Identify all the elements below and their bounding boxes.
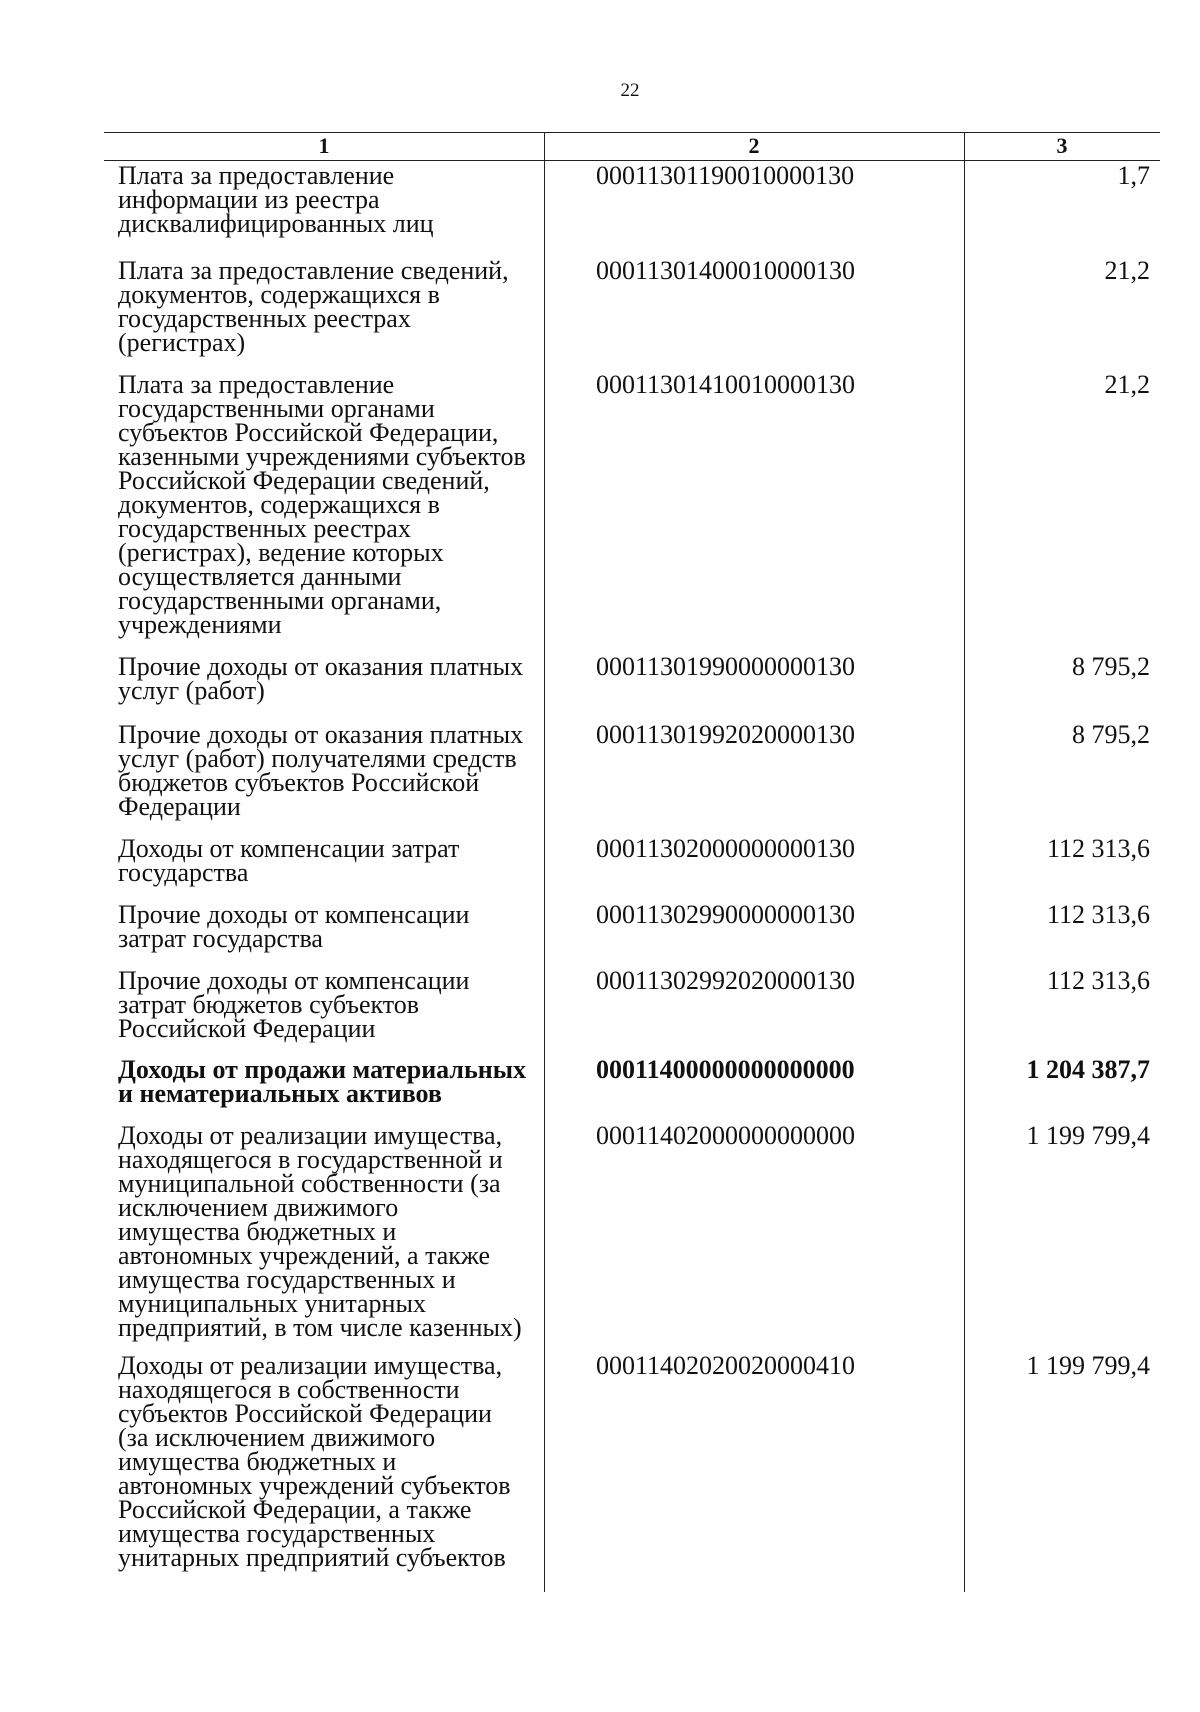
row-code: 00011301410010000130 xyxy=(596,370,856,399)
row-code: 00011302992020000130 xyxy=(596,966,856,995)
table-row xyxy=(104,720,1160,837)
row-name: Прочие доходы от оказания платных услуг (работ) xyxy=(118,652,524,705)
row-code: 00011302000000000130 xyxy=(596,834,856,863)
table-row xyxy=(104,966,1160,1058)
row-code: 00011402020020000410 xyxy=(596,1351,856,1380)
page-number: 22 xyxy=(620,80,640,101)
table-row xyxy=(104,256,1160,373)
row-code: 00011301190010000130 xyxy=(596,161,855,190)
table-row-bold xyxy=(104,1055,1160,1124)
header-col-1: 1 xyxy=(318,133,330,158)
table-row xyxy=(104,1121,1160,1354)
table-row xyxy=(104,370,1160,655)
row-amount: 112 313,6 xyxy=(1046,900,1150,929)
table-row xyxy=(104,652,1160,723)
table-row xyxy=(104,1351,1160,1584)
row-amount: 1,7 xyxy=(1117,161,1150,190)
row-name: Доходы от компенсации затрат государства xyxy=(118,834,460,887)
row-amount: 112 313,6 xyxy=(1046,966,1150,995)
row-amount: 8 795,2 xyxy=(1072,652,1150,681)
row-name: Прочие доходы от компенсации затрат бюджетов субъектов Российской Федерации xyxy=(118,966,470,1043)
row-name: Плата за предоставление государственными органами субъектов Российской Федерации, казенными учреждениями субъектов Российской Федерации сведений, документов, содержащихся в государственных реестрах (регистрах), ведение которых осуществляется данными государственными органами, учреждениями xyxy=(118,370,526,639)
header-col-3: 3 xyxy=(1056,133,1068,158)
row-name: Прочие доходы от компенсации затрат государства xyxy=(118,900,470,953)
table-body xyxy=(104,161,1160,1584)
row-code: 00011301990000000130 xyxy=(596,652,856,681)
row-amount: 21,2 xyxy=(1104,370,1150,399)
row-code: 00011402000000000000 xyxy=(596,1121,856,1150)
row-code: 00011302990000000130 xyxy=(596,900,856,929)
row-code: 00011400000000000000 xyxy=(596,1055,855,1084)
row-name: Доходы от реализации имущества, находящегося в государственной и муниципальной собственности (за исключением движимого имущества бюджетных и автономных учреждений, а также имущества государственных и муниципальных унитарных предприятий, в том числе казенных) xyxy=(118,1121,522,1342)
row-amount: 1 199 799,4 xyxy=(1026,1121,1150,1150)
table-row xyxy=(104,161,1160,259)
table-row xyxy=(104,900,1160,969)
row-code: 00011301400010000130 xyxy=(596,256,856,285)
row-amount: 112 313,6 xyxy=(1046,834,1150,863)
row-amount: 8 795,2 xyxy=(1072,720,1150,749)
revenue-table xyxy=(104,130,1160,1592)
row-name: Доходы от реализации имущества, находящегося в собственности субъектов Российской Федерации (за исключением движимого имущества бюджетных и автономных учреждений субъектов Российской Федерации, а также имущества государственных унитарных предприятий субъектов xyxy=(118,1351,511,1572)
row-code: 00011301992020000130 xyxy=(596,720,856,749)
row-name: Прочие доходы от оказания платных услуг (работ) получателями средств бюджетов субъектов Российской Федерации xyxy=(118,720,524,821)
header-col-2: 2 xyxy=(748,133,760,158)
table-row xyxy=(104,834,1160,903)
row-amount: 1 204 387,7 xyxy=(1026,1055,1150,1084)
row-name: Плата за предоставление сведений, документов, содержащихся в государственных реестрах (регистрах) xyxy=(118,256,509,357)
row-amount: 21,2 xyxy=(1104,256,1150,285)
row-amount: 1 199 799,4 xyxy=(1026,1351,1150,1380)
row-name: Доходы от продажи материальных и нематериальных активов xyxy=(118,1055,527,1108)
row-name: Плата за предоставление информации из реестра дисквалифицированных лиц xyxy=(118,161,434,238)
